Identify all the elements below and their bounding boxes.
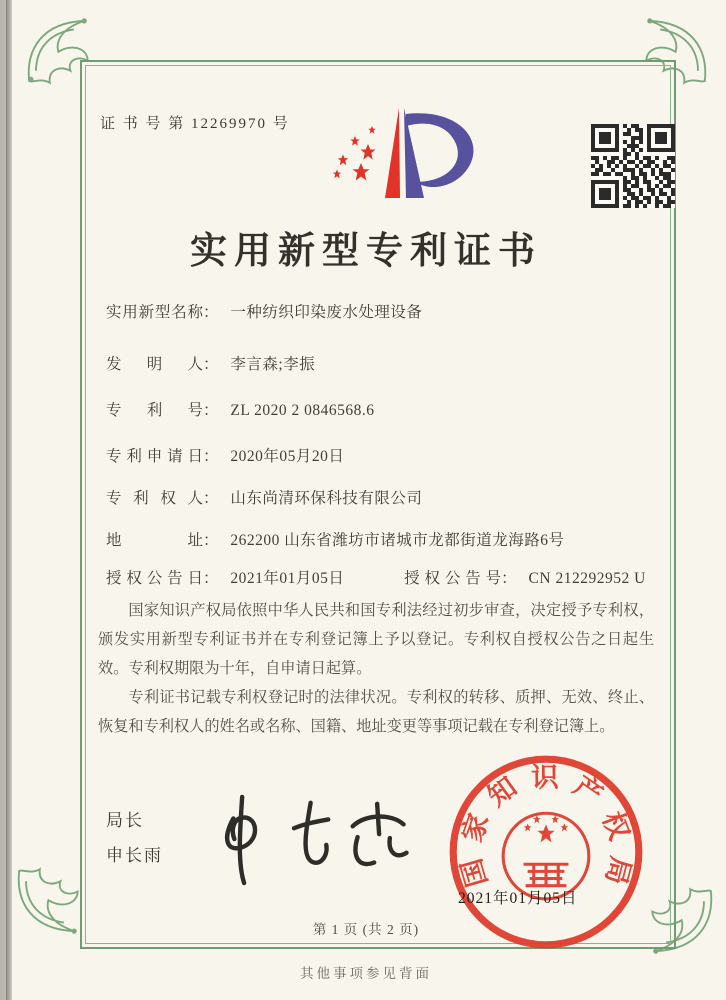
field-row-filing-date — [106, 444, 344, 466]
legal-paragraph-1: 国家知识产权局依照中华人民共和国专利法经过初步审查，决定授予专利权，颁发实用新型专利证书并在专利登记簿上予以登记。专利权自授权公告之日起生效。专利权期限为十年，自申请日起算。 — [98, 602, 654, 677]
field-label: 授权公告号 — [404, 570, 502, 587]
seal-text: 国家知识产权局 — [455, 761, 637, 891]
field-value: 一种纺织印染废水处理设备 — [230, 304, 423, 321]
certificate-title: 实用新型专利证书 — [190, 231, 542, 272]
grant-number-value: CN 212292952 U — [528, 570, 646, 587]
field-row-grant — [106, 566, 646, 588]
field-colon: ： — [203, 356, 219, 373]
field-label: 专利申请日 — [106, 448, 203, 465]
legal-text — [98, 596, 654, 741]
field-value: ZL 2020 2 0846568.6 — [230, 402, 375, 419]
field-colon: ： — [203, 570, 219, 587]
certificate-number: 证 书 号 第 12269970 号 — [100, 116, 290, 132]
commissioner-name: 申长雨 — [106, 846, 163, 865]
field-row-patentee — [106, 486, 422, 508]
field-colon: ： — [501, 570, 517, 587]
field-label: 地址 — [106, 532, 203, 549]
field-label: 专利权人 — [106, 490, 203, 507]
commissioner-title: 局长 — [106, 811, 144, 830]
cnipa-seal-icon — [444, 750, 648, 954]
field-label: 授权公告日 — [106, 570, 203, 587]
field-label: 发明人 — [106, 356, 203, 373]
handwritten-signature-icon — [204, 790, 429, 890]
legal-paragraph-2: 专利证书记载专利权登记时的法律状况。专利权的转移、质押、无效、终止、恢复和专利权人的姓名或名称、国籍、地址变更等事项记载在专利登记簿上。 — [98, 689, 654, 735]
field-row-inventor — [106, 352, 315, 374]
cnipa-logo-icon — [306, 102, 501, 212]
field-row-address — [106, 528, 565, 550]
field-colon: ： — [203, 304, 219, 321]
field-value: 262200 山东省潍坊市诸城市龙都街道龙海路6号 — [230, 532, 565, 549]
field-colon: ： — [203, 402, 219, 419]
field-value: 山东尚清环保科技有限公司 — [230, 490, 423, 507]
certificate-page — [6, 0, 726, 1000]
field-label: 实用新型名称 — [106, 304, 203, 321]
field-colon: ： — [203, 448, 219, 465]
reverse-side-note: 其他事项参见背面 — [300, 966, 432, 981]
field-row-name — [106, 300, 422, 322]
grant-date-value: 2021年01月05日 — [230, 570, 345, 587]
scan-edge-artifact — [6, 0, 12, 1000]
field-value: 2020年05月20日 — [230, 448, 345, 465]
field-label: 专利号 — [106, 402, 203, 419]
field-colon: ： — [203, 490, 219, 507]
qr-code — [591, 124, 675, 208]
field-value: 李言森;李振 — [230, 356, 316, 373]
field-row-patent-number — [106, 398, 375, 420]
field-colon: ： — [203, 532, 219, 549]
page-number: 第 1 页 (共 2 页) — [312, 922, 420, 937]
seal-date: 2021年01月05日 — [458, 890, 578, 907]
